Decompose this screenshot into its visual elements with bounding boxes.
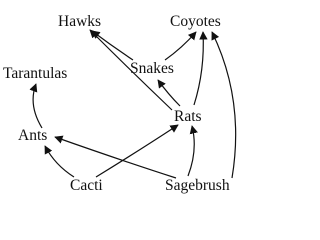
arrow-cacti-to-rats bbox=[96, 125, 178, 177]
arrow-rats-to-coyotes bbox=[194, 32, 203, 105]
node-cacti: Cacti bbox=[70, 177, 103, 194]
node-tarantulas: Tarantulas bbox=[3, 65, 68, 82]
arrow-ants-to-tarantulas bbox=[33, 84, 42, 128]
arrow-sagebrush-to-rats bbox=[188, 126, 194, 176]
arrow-sagebrush-to-coyotes bbox=[212, 32, 236, 178]
node-ants: Ants bbox=[18, 127, 48, 144]
node-snakes: Snakes bbox=[130, 60, 174, 77]
arrow-sagebrush-to-ants bbox=[55, 137, 176, 178]
edges-layer bbox=[33, 30, 236, 178]
arrow-cacti-to-ants bbox=[45, 146, 74, 177]
node-coyotes: Coyotes bbox=[170, 13, 221, 30]
arrow-snakes-to-hawks bbox=[92, 31, 133, 60]
node-sagebrush: Sagebrush bbox=[165, 177, 230, 194]
node-rats: Rats bbox=[174, 108, 202, 125]
node-hawks: Hawks bbox=[58, 13, 102, 30]
arrow-rats-to-snakes bbox=[158, 80, 180, 106]
arrow-snakes-to-coyotes bbox=[165, 32, 196, 60]
nodes-layer bbox=[3, 13, 230, 194]
